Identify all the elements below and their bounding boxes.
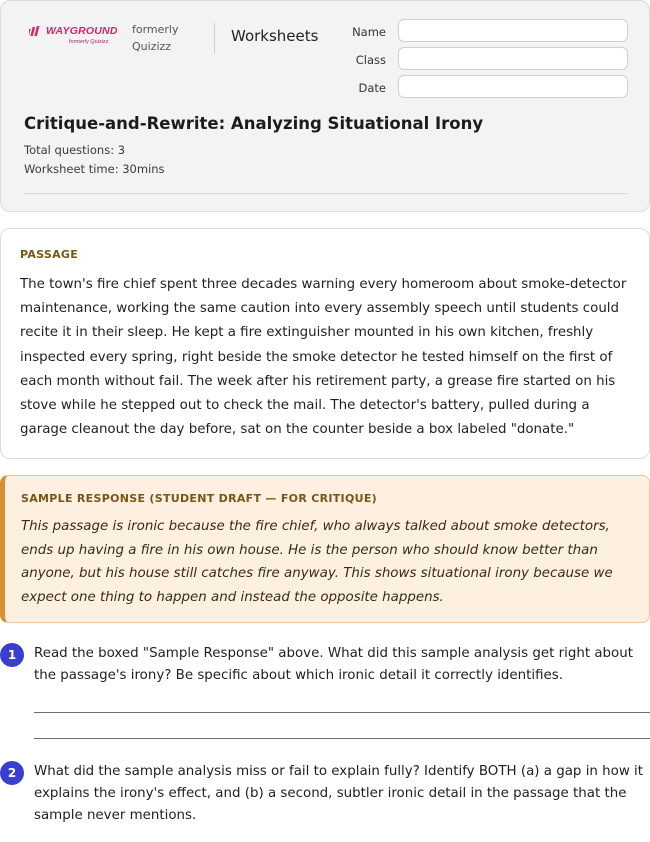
class-field[interactable] [398, 47, 628, 70]
answer-line[interactable] [34, 738, 650, 739]
name-label: Name [352, 25, 386, 39]
logo-text: WAYGROUND [46, 25, 118, 37]
question-number-badge: 2 [0, 761, 24, 785]
formerly-line-1: formerly [132, 23, 179, 36]
passage-card [0, 228, 650, 459]
total-questions: Total questions: 3 [24, 143, 126, 157]
section-label: Worksheets [231, 27, 319, 45]
sample-response-card [0, 475, 650, 623]
logo-subtext: formerly Quizizz [69, 39, 109, 45]
name-field[interactable] [398, 19, 628, 42]
wayground-logo [29, 25, 119, 49]
date-field[interactable] [398, 75, 628, 98]
passage-text: The town's fire chief spent three decades warning every homeroom about smoke-detector maintenance, working the same caution into every assembly speech until students could recite it in their sleep. He kept a fire extinguisher mounted in his own kitchen, freshly inspected every spring, right beside the smoke detector he tested himself on the first of each month without fail. The week after his retirement party, a grease fire started on his stove while he stepped out to check the mail. The detector's battery, pulled during a garage cleanout the day before, sat on the counter beside a box labeled "donate." [20, 277, 627, 438]
worksheet-header [0, 0, 650, 212]
passage-heading: PASSAGE [20, 248, 79, 261]
header-divider [214, 23, 215, 53]
sample-response-text: This passage is ironic because the fire chief, who always talked about smoke detectors, ends up having a fire in his own house. He is the person who should know better than anyone, but his house still catches fire anyway. This shows situational irony because we expect one thing to happen and instead the opposite happens. [21, 519, 613, 605]
date-label: Date [358, 81, 386, 95]
question-number-badge: 1 [0, 643, 24, 667]
formerly-line-2: Quizizz [132, 40, 172, 53]
worksheet-time: Worksheet time: 30mins [24, 162, 165, 176]
class-label: Class [355, 53, 386, 67]
question-text: What did the sample analysis miss or fail to explain fully? Identify BOTH (a) a gap in how it explains the irony's effect, and (b) a second, subtler ironic detail in the passage that the sample never mentions. [34, 764, 644, 824]
formerly-note [132, 21, 179, 55]
question-text: Read the boxed "Sample Response" above. What did this sample analysis get right about the passage's irony? Be specific about which ironic detail it correctly identifies. [34, 646, 633, 684]
logo-mark-icon [29, 26, 43, 36]
sample-response-heading: SAMPLE RESPONSE (STUDENT DRAFT — FOR CRITIQUE) [21, 492, 377, 505]
header-rule [24, 193, 628, 194]
answer-line[interactable] [34, 712, 650, 713]
worksheet-title: Critique-and-Rewrite: Analyzing Situational Irony [24, 114, 484, 133]
